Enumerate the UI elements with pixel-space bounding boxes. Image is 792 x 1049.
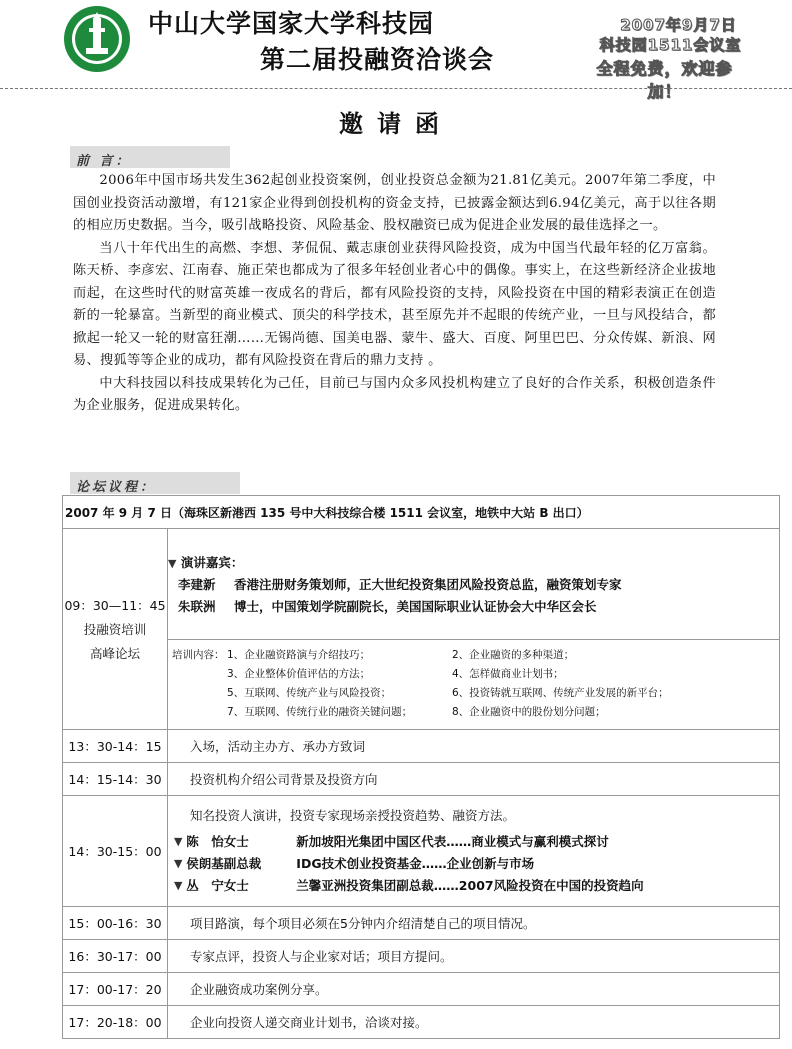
guest-item: [174, 854, 773, 872]
guest-item: [174, 876, 773, 894]
agenda-row: [63, 763, 780, 796]
agenda-row: [63, 1006, 780, 1039]
row-time: 14：15-14：30: [63, 763, 168, 796]
row-text: 入场，活动主办方、承办方致词: [168, 730, 780, 763]
agenda-table: [62, 495, 780, 1039]
event-free-stamp: 全程免费，欢迎参加！: [596, 59, 733, 101]
training-item: 5、互联网、传统产业与风险投资；: [227, 686, 392, 699]
row-time: 15：00-16：30: [63, 907, 168, 940]
training-item: 4、怎样做商业计划书；: [452, 667, 564, 680]
session1-name2: 高峰论坛: [89, 646, 140, 661]
preface-paragraph-1: 2006年中国市场共发生362起创业投资案例，创业投资总金额为21.81亿美元。2007年第二季度，中国创业投资活动激增，有121家企业得到创投机构的资金支持，已披露金额达到6.94亿美元，高于以往各期的相应历史数据。当今，吸引战略投资、风险基金、股权融资已成为促进企业发展的最佳选择之一。: [73, 173, 716, 233]
row-text: 企业融资成功案例分享。: [168, 973, 780, 1006]
guest-name: 侯朗基副总裁: [186, 856, 262, 871]
session1-time: 09：30—11：45: [64, 598, 166, 613]
triangle-down-icon: ▼: [174, 878, 187, 892]
triangle-down-icon: ▼: [168, 557, 177, 570]
speaker-item: [168, 597, 779, 615]
preface-heading: 前 言：: [76, 154, 132, 169]
agenda-row: [63, 940, 780, 973]
agenda-row-session1: [63, 529, 780, 640]
session1-time-cell: [63, 529, 168, 730]
session1-training: [168, 640, 780, 730]
row-text: 专家点评，投资人与企业家对话；项目方提问。: [168, 940, 780, 973]
training-item: 2、企业融资的多种渠道；: [452, 648, 575, 661]
training-item: 8、企业融资中的股份划分问题；: [452, 705, 606, 718]
event-date-stamp: 2007年9月7日: [620, 16, 737, 34]
row-text: 投资机构介绍公司背景及投资方向: [168, 763, 780, 796]
preface-paragraph-2: 当八十年代出生的高燃、李想、茅侃侃、戴志康创业获得风险投资，成为中国当代最年轻的亿万富翁。陈天桥、李彦宏、江南春、施正荣也都成为了很多年轻创业者心中的偶像。事实上，在这些新经济企业拔地而起，在这些时代的财富英雄一夜成名的背后，都有风险投资的支持，风险投资在中国的精彩表演正在创造新的一轮暴富。当新型的商业模式、顶尖的科学技术，甚至原先并不起眼的传统产业，一旦与风投结合，都掀起一轮又一轮的财富狂潮……无锡尚德、国美电器、蒙牛、盛大、百度、阿里巴巴、分众传媒、新浪、网易、搜狐等等企业的成功，都有风险投资在背后的鼎力支持 。: [73, 240, 716, 368]
session1-speakers: [168, 529, 780, 640]
header-title-1: 中山大学国家大学科技园: [148, 9, 435, 38]
row-time: 16：30-17：00: [63, 940, 168, 973]
training-grid: [168, 641, 779, 729]
preface-paragraph-3: 中大科技园以科技成果转化为己任，目前已与国内众多风投机构建立了良好的合作关系，积极创造条件为企业服务，促进成果转化。: [73, 375, 716, 413]
row-text: 企业向投资人递交商业计划书，洽谈对接。: [168, 1006, 780, 1039]
speakers-heading: 演讲嘉宾：: [180, 555, 244, 570]
invite-title: 邀请函: [339, 109, 453, 138]
training-label: 培训内容：: [172, 648, 225, 661]
speaker-item: [168, 575, 779, 593]
row-time: 17：00-17：20: [63, 973, 168, 1006]
speaker-desc: 香港注册财务策划师，正大世纪投资集团风险投资总监，融资策划专家: [234, 577, 622, 592]
triangle-down-icon: ▼: [174, 856, 187, 870]
agenda-row: [63, 730, 780, 763]
agenda-row: [63, 907, 780, 940]
triangle-down-icon: ▼: [174, 834, 187, 848]
preface-body: [73, 170, 716, 418]
header-divider: [0, 88, 792, 89]
session2-body: [168, 796, 780, 907]
agenda-date-row: [63, 496, 780, 529]
agenda-row-training: [63, 640, 780, 730]
agenda-heading: 论坛议程：: [76, 480, 157, 495]
guest-desc: 新加坡阳光集团中国区代表……商业模式与赢利模式探讨: [296, 834, 609, 849]
agenda-date: 2007 年 9 月 7 日（海珠区新港西 135 号中大科技综合楼 1511 会议室，地铁中大站 B 出口）: [63, 496, 780, 529]
speaker-desc: 博士，中国策划学院副院长，美国国际职业认证协会大中华区会长: [234, 599, 597, 614]
session2-intro: 知名投资人演讲，投资专家现场亲授投资趋势、融资方法。: [190, 808, 516, 823]
guest-desc: 兰馨亚洲投资集团副总裁……2007风险投资在中国的投资趋向: [296, 878, 644, 893]
guest-desc: IDG技术创业投资基金……企业创新与市场: [296, 856, 535, 871]
guest-name: 丛 宁女士: [186, 878, 249, 893]
guest-name: 陈 怡女士: [186, 834, 249, 849]
guest-item: [174, 832, 773, 850]
training-item: 1、企业融资路演与介绍技巧；: [227, 648, 371, 661]
training-item: 3、企业整体价值评估的方法；: [227, 667, 371, 680]
speaker-name: 朱联洲: [178, 599, 216, 614]
agenda-row-session2: [63, 796, 780, 907]
event-venue-stamp: 科技园1511会议室: [599, 36, 742, 54]
speakers-heading-row: [168, 553, 779, 571]
agenda-row: [63, 973, 780, 1006]
header-title-2: 第二届投融资洽谈会: [260, 45, 495, 74]
row-time: 13：30-14：15: [63, 730, 168, 763]
sysu-emblem-icon: [62, 4, 132, 74]
row-time: 17：20-18：00: [63, 1006, 168, 1039]
speaker-name: 李建新: [178, 577, 216, 592]
session2-time: 14：30-15：00: [63, 796, 168, 907]
training-item: 7、互联网、传统行业的融资关键问题；: [227, 705, 413, 718]
row-text: 项目路演，每个项目必须在5分钟内介绍清楚自己的项目情况。: [168, 907, 780, 940]
session1-name1: 投融资培训: [83, 622, 147, 637]
training-item: 6、投资铸就互联网、传统产业发展的新平台；: [452, 686, 669, 699]
